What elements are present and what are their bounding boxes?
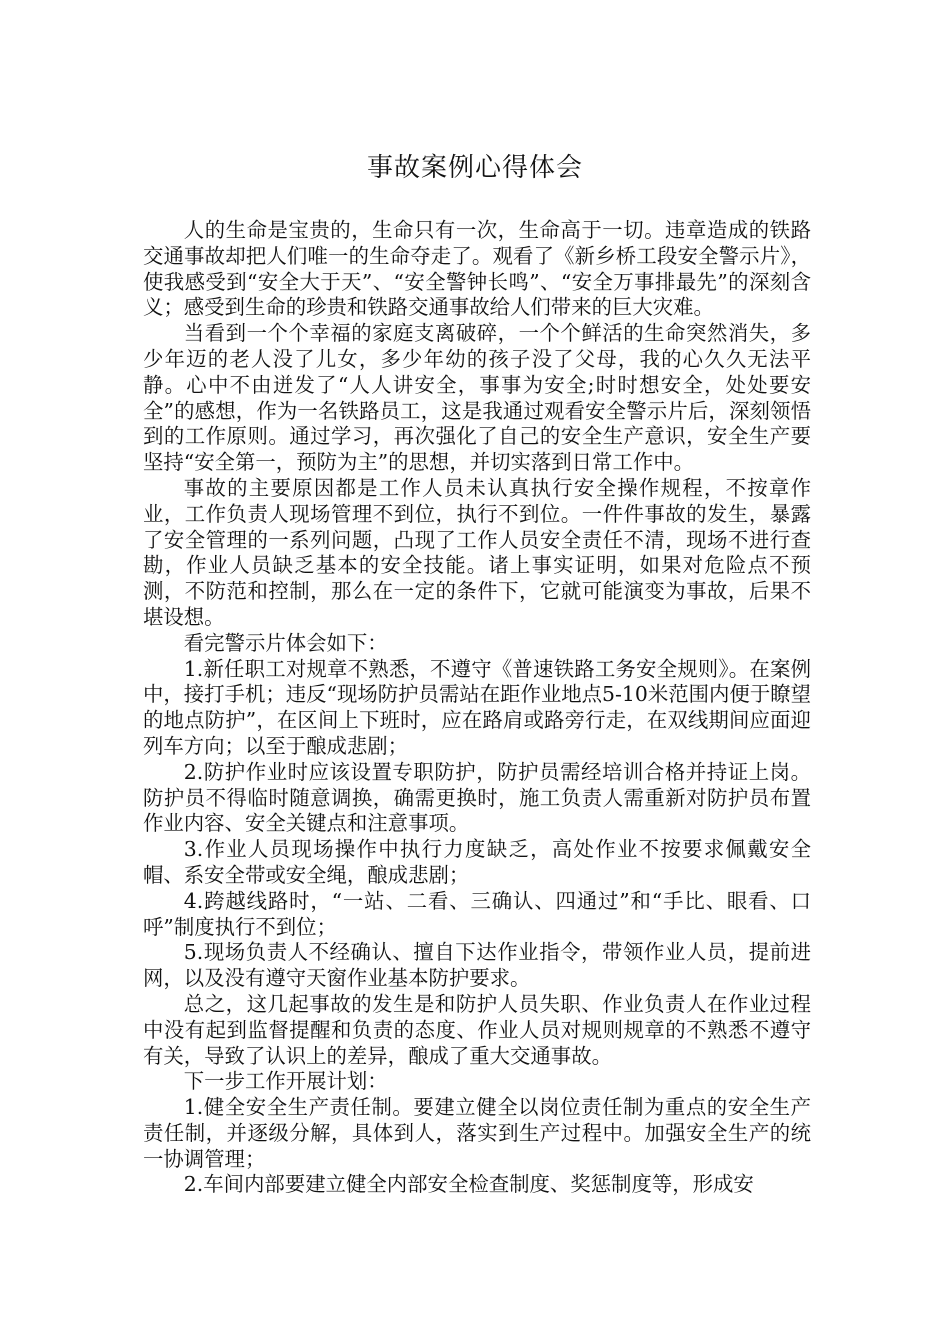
list-item: 2.防护作业时应该设置专职防护，防护员需经培训合格并持证上岗。防护员不得临时随意调换，确需更换时，施工负责人需重新对防护员布置作业内容、安全关键点和注意事项。 — [143, 759, 811, 836]
document-title: 事故案例心得体会 — [366, 153, 583, 183]
paragraph: 人的生命是宝贵的，生命只有一次，生命高于一切。违章造成的铁路交通事故却把人们唯一的生命夺走了。观看了《新乡桥工段安全警示片》，使我感受到“安全大于天”、“安全警钟长鸣”、“安全万事排最先”的深刻含义；感受到生命的珍贵和铁路交通事故给人们带来的巨大灾难。 — [143, 218, 811, 320]
paragraph: 看完警示片体会如下： — [183, 630, 388, 655]
paragraph: 总之，这几起事故的发生是和防护人员失职、作业负责人在作业过程中没有起到监督提醒和负责的态度、作业人员对规则规章的不熟悉不遵守有关，导致了认识上的差异，酿成了重大交通事故。 — [143, 991, 811, 1068]
list-item: 3.作业人员现场操作中执行力度缺乏，高处作业不按要求佩戴安全帽、系安全带或安全绳，酿成悲剧； — [143, 837, 811, 887]
list-item: 2.车间内部要建立健全内部安全检查制度、奖惩制度等，形成安 — [183, 1172, 754, 1197]
paragraph: 事故的主要原因都是工作人员未认真执行安全操作规程，不按章作业，工作负责人现场管理不到位，执行不到位。一件件事故的发生，暴露了安全管理的一系列问题，凸现了工作人员安全责任不清，现场不进行查勘，作业人员缺乏基本的安全技能。诸上事实证明，如果对危险点不预测，不防范和控制，那么在一定的条件下，它就可能演变为事故，后果不堪设想。 — [143, 475, 811, 629]
list-item: 1.新任职工对规章不熟悉，不遵守《普速铁路工务安全规则》。在案例中，接打手机；违反“现场防护员需站在距作业地点5-10米范围内便于瞭望的地点防护”，在区间上下班时，应在路肩或路旁行走，在双线期间应面迎列车方向；以至于酿成悲剧； — [143, 656, 811, 758]
paragraph: 当看到一个个幸福的家庭支离破碎，一个个鲜活的生命突然消失，多少年迈的老人没了儿女，多少年幼的孩子没了父母，我的心久久无法平静。心中不由迸发了“人人讲安全，事事为安全;时时想安全，处处要安全”的感想，作为一名铁路员工，这是我通过观看安全警示片后，深刻领悟到的工作原则。通过学习，再次强化了自己的安全生产意识，安全生产要坚持“安全第一，预防为主”的思想，并切实落到日常工作中。 — [143, 321, 811, 475]
list-item: 5.现场负责人不经确认、擅自下达作业指令，带领作业人员，提前进网，以及没有遵守天窗作业基本防护要求。 — [143, 940, 811, 991]
document-body — [143, 218, 811, 1198]
paragraph: 下一步工作开展计划： — [183, 1069, 388, 1094]
list-item: 4.跨越线路时，“一站、二看、三确认、四通过”和“手比、眼看、口呼”制度执行不到位； — [143, 888, 811, 939]
list-item: 1.健全安全生产责任制。要建立健全以岗位责任制为重点的安全生产责任制，并逐级分解，具体到人，落实到生产过程中。加强安全生产的统一协调管理； — [143, 1095, 811, 1171]
